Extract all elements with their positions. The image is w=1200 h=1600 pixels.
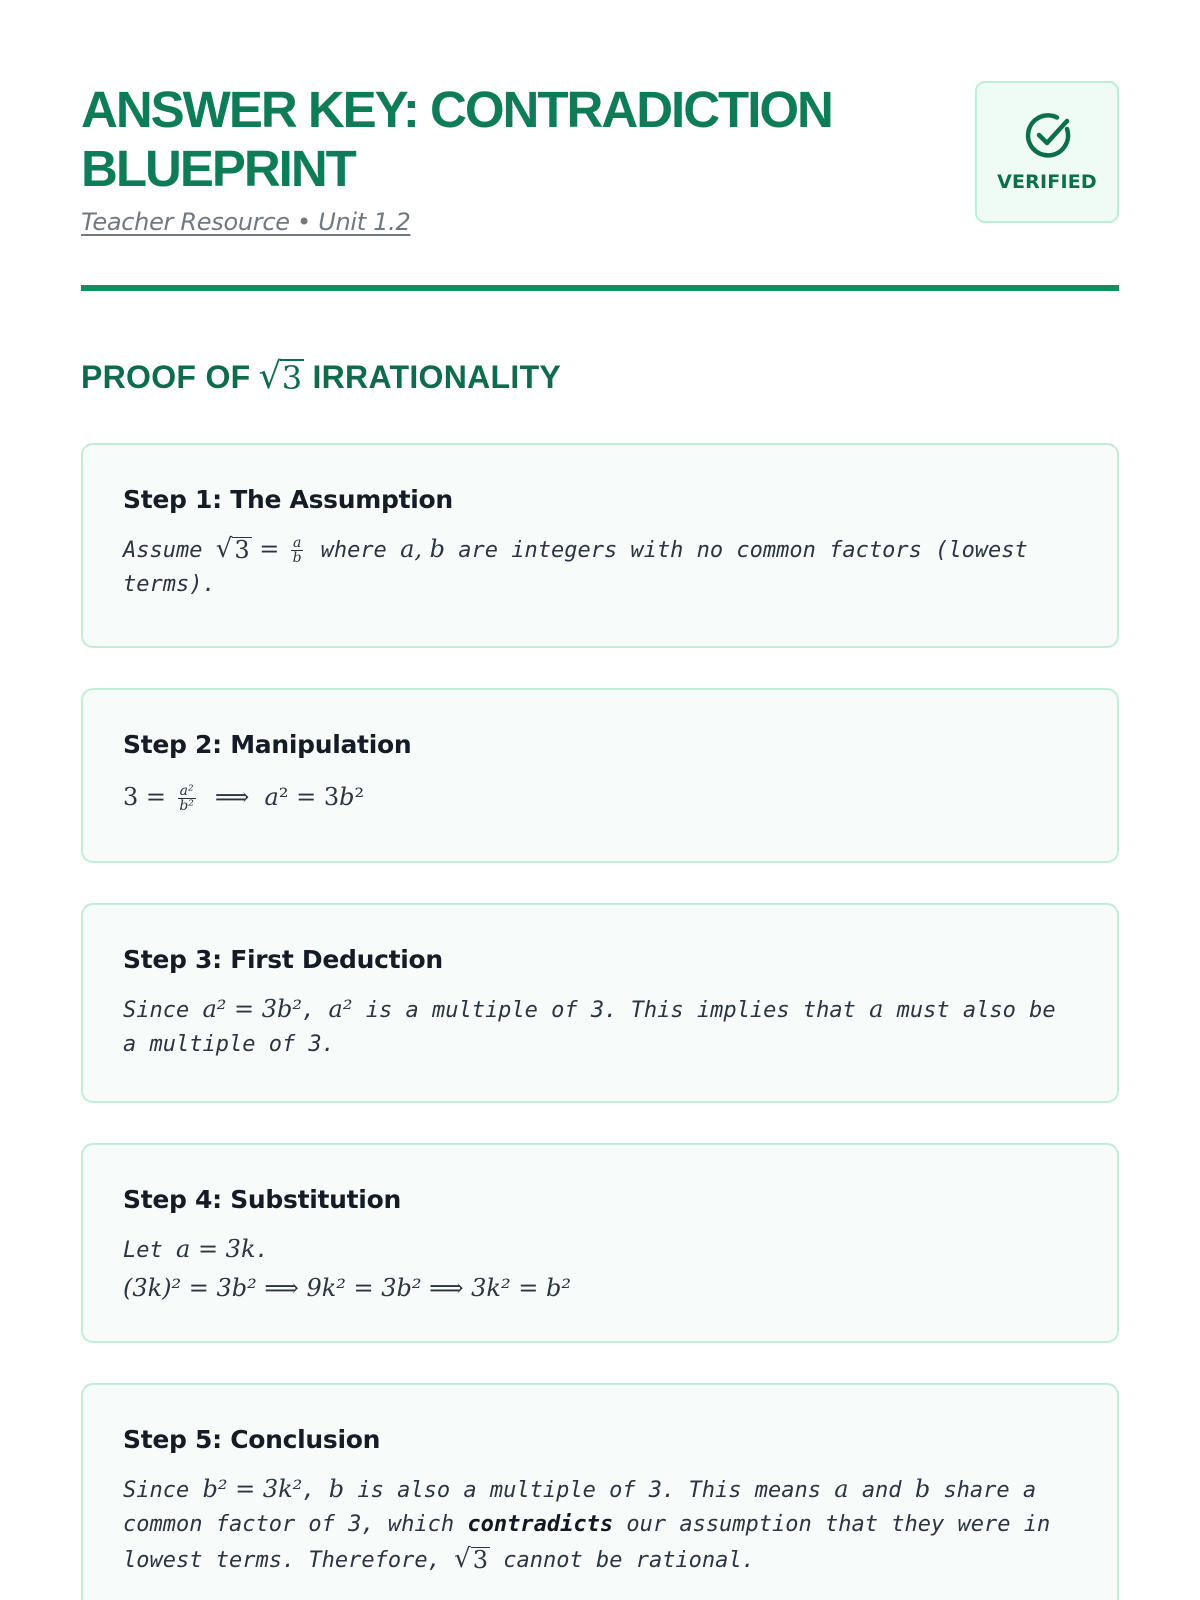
step-math: √ 3: [454, 1544, 488, 1574]
step-text: are integers with no common factors (lowest terms).: [123, 538, 1028, 597]
step-text: Assume: [123, 538, 203, 563]
step-text: is also a multiple of 3. This means: [357, 1478, 821, 1503]
step-text: ,: [302, 1478, 316, 1503]
step-math: a²: [328, 995, 353, 1023]
step-title: Step 2: Manipulation: [123, 730, 412, 759]
step-text: Since: [123, 1478, 190, 1503]
step-text: Let: [123, 1238, 163, 1263]
step-math: (3k)² = 3b² ⟹ 9k² = 3b² ⟹ 3k² = b²: [123, 1274, 571, 1302]
step-card-1: [81, 443, 1119, 648]
header: [81, 80, 1119, 285]
step-math: a = 3k: [176, 1235, 256, 1263]
step-title: Step 1: The Assumption: [123, 485, 453, 514]
step-math: b: [328, 1475, 345, 1503]
step-text: share a common factor of 3, which: [123, 1478, 1037, 1537]
step-card-2: [81, 688, 1119, 863]
step-text: our assumption that they were in lowest terms. Therefore,: [123, 1512, 1051, 1573]
step-body: [123, 1472, 1077, 1578]
section-title: [81, 355, 1119, 399]
radicand: 3: [281, 359, 303, 397]
step-card-4: [81, 1143, 1119, 1343]
step-math: a: [834, 1475, 849, 1503]
step-math: 3 = $\frac{\text{a²}}{\text{b²}}$ ⟹ a² = 3b²: [123, 783, 365, 814]
step-math: a: [869, 995, 884, 1023]
header-divider: [81, 285, 1119, 291]
step-body: [123, 1232, 1077, 1268]
section-title-suffix: IRRATIONALITY: [312, 358, 562, 395]
radical-sign: √: [258, 356, 282, 397]
emphasis-contradicts: contradicts: [467, 1512, 614, 1537]
step-math: b: [914, 1475, 931, 1503]
step-title: Step 5: Conclusion: [123, 1425, 381, 1454]
step-text: ,: [302, 998, 316, 1023]
page-title: ANSWER KEY: CONTRADICTION BLUEPRINT: [81, 81, 832, 197]
step-text: is a multiple of 3. This implies that: [365, 998, 856, 1023]
step-math: a, b: [400, 535, 445, 563]
sqrt-expression: [258, 356, 305, 397]
step-math: √ 3 = $\frac{a}{b}$: [215, 534, 302, 566]
step-text: .: [255, 1238, 269, 1263]
section-title-prefix: PROOF OF: [81, 358, 251, 395]
badge-label: VERIFIED: [997, 171, 1097, 193]
step-card-3: [81, 903, 1119, 1103]
proof-steps: [81, 443, 1119, 1600]
verified-badge: [975, 81, 1119, 223]
step-body: [123, 992, 1077, 1062]
step-math: a² = 3b²: [202, 995, 303, 1023]
step-text: Since: [123, 998, 190, 1023]
step-title: Step 3: First Deduction: [123, 945, 443, 974]
check-circle-icon: [1023, 109, 1075, 161]
step-body: [123, 532, 1077, 602]
page-subtitle: Teacher Resource • Unit 1.2: [81, 208, 411, 236]
step-text: and: [861, 1478, 902, 1503]
step-title: Step 4: Substitution: [123, 1185, 401, 1214]
step-text: where: [320, 538, 387, 563]
step-math: b² = 3k²: [202, 1475, 303, 1503]
step-text: cannot be rational.: [503, 1548, 755, 1573]
step-card-5: [81, 1383, 1119, 1600]
step-text: must also be a multiple of 3.: [123, 998, 1056, 1057]
